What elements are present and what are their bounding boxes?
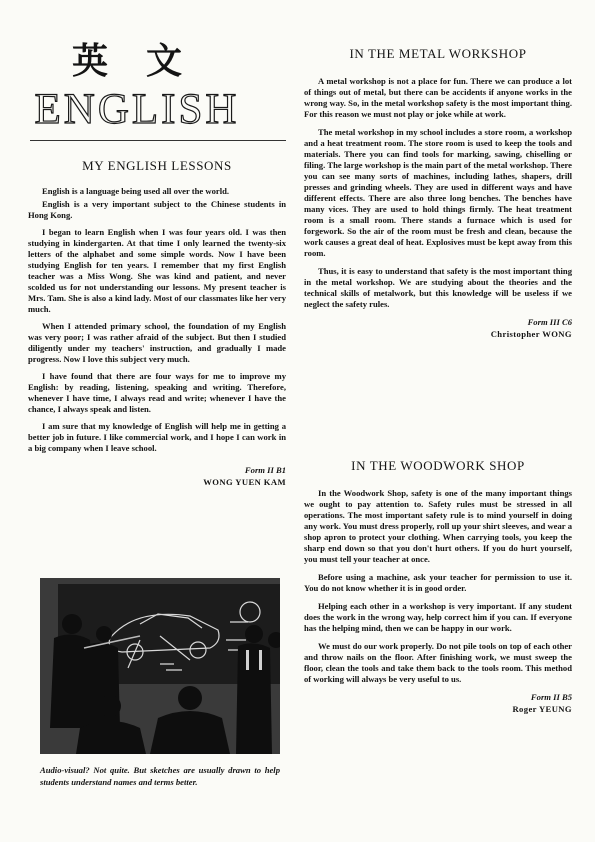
author-name: WONG YUEN KAM [203, 477, 286, 487]
woodwork-shop-title: IN THE WOODWORK SHOP [351, 458, 525, 473]
paragraph: I have found that there are four ways for me to improve my English: by reading, listening, speaking and writing. Therefore, whenever I have time, I always read and write; whenever I have the chance, I always speak and listen. [28, 371, 286, 414]
paragraph: English is a very important subject to the Chinese students in Hong Kong. [28, 199, 286, 220]
paragraph: Helping each other in a workshop is very important. If any student does the work in the wrong way, help correct him if you can. If everyone has the helping mind, then we can be happy in our work. [304, 601, 572, 633]
paragraph: A metal workshop is not a place for fun. There we can produce a lot of things out of metal, but there can be accidents if anyone works in the wrong way. So, in the metal workshop safety is the most important thing. For this reason we must not play or joke while at work. [304, 76, 572, 119]
chinese-title: 英文 [71, 41, 220, 82]
english-title: ENGLISH [34, 86, 240, 133]
paragraph: I am sure that my knowledge of English will help me in getting a better job in future. I like commercial work, and I hope I can work in a big company when I leave school. [28, 421, 286, 453]
paragraph: In the Woodwork Shop, safety is one of the many important things we ought to pay attention to. Safety rules must be stressed in all operations. The most important safety rule is to mind yourself in doing any work. You must dress properly, roll up your shirt sleeves, and wear a shop apron to protect your clothing. When carrying tools, you keep the sharp end down so that you don't hurt others. If you do hurt yourself, you must tell your teacher at once. [304, 488, 572, 564]
paragraph: Thus, it is easy to understand that safety is the most important thing in the metal workshop. We are studying about the theories and the technical skills of metalwork, but this knowledge will be useless if we neglect the safety rules. [304, 266, 572, 309]
paragraph: We must do our work properly. Do not pile tools on top of each other and throw nails on the floor. After finishing work, we must sweep the floor, clean the tools and take them back to the tools room. This method of working will always be very useful to us. [304, 641, 572, 684]
title-rule [30, 140, 286, 141]
author-form: Form II B1 [244, 465, 286, 475]
paragraph: Before using a machine, ask your teacher for permission to use it. You do not know whether it is in good order. [304, 572, 572, 593]
paragraph: When I attended primary school, the foundation of my English was very poor; I was rather afraid of the subject. But then I studied diligently under my teachers' instruction, and gradually I made progress. Now I love this subject very much. [28, 321, 286, 364]
metal-workshop-article [304, 46, 572, 340]
woodwork-shop-article [304, 458, 572, 715]
paragraph: English is a language being used all over the world. [42, 186, 230, 196]
author-form: Form II B5 [530, 692, 572, 702]
paragraph: I began to learn English when I was four years old. I was then studying in kindergarten. At that time I only learned the twenty-six letters of the alphabet and some simple words. Now I have been studying English for ten years. I remember that my first English teacher was a Miss Wong. She was kind and patient, and never scolded us for not understanding our lessons. My present teacher is Mrs. Tam. She is also a kind lady. Most of our classmates like her very much. [28, 227, 286, 314]
metal-workshop-title: IN THE METAL WORKSHOP [349, 46, 527, 61]
author-form: Form III C6 [527, 317, 572, 327]
english-lessons-title: MY ENGLISH LESSONS [82, 158, 232, 173]
paragraph: The metal workshop in my school includes a store room, a workshop and a heat treatment room. The store room is used to keep the tools and materials. There you can find tools for marking, sawing, chiselling or filing. The large workshop is the main part of the metal workshop. There you can see many sorts of machines, including lathes, shapers, drill presses and grinding wheels. They are used in different ways and have different effects. There are also three long benches. The benches have many vices. They are used to hold things firmly. The heat treatment room is a small room. There stands a furnace which is used for forgework. So the air of the room must be fresh and clean, because the work causes a great deal of heat. Explosives must be kept away from this room. [304, 127, 572, 258]
photo-caption: Audio-visual? Not quite. But sketches are usually drawn to help students understand names and terms better. [40, 765, 280, 787]
classroom-photo [40, 578, 280, 754]
author-name: Roger YEUNG [512, 704, 572, 714]
author-name: Christopher WONG [490, 329, 572, 339]
english-lessons-article [28, 158, 286, 488]
